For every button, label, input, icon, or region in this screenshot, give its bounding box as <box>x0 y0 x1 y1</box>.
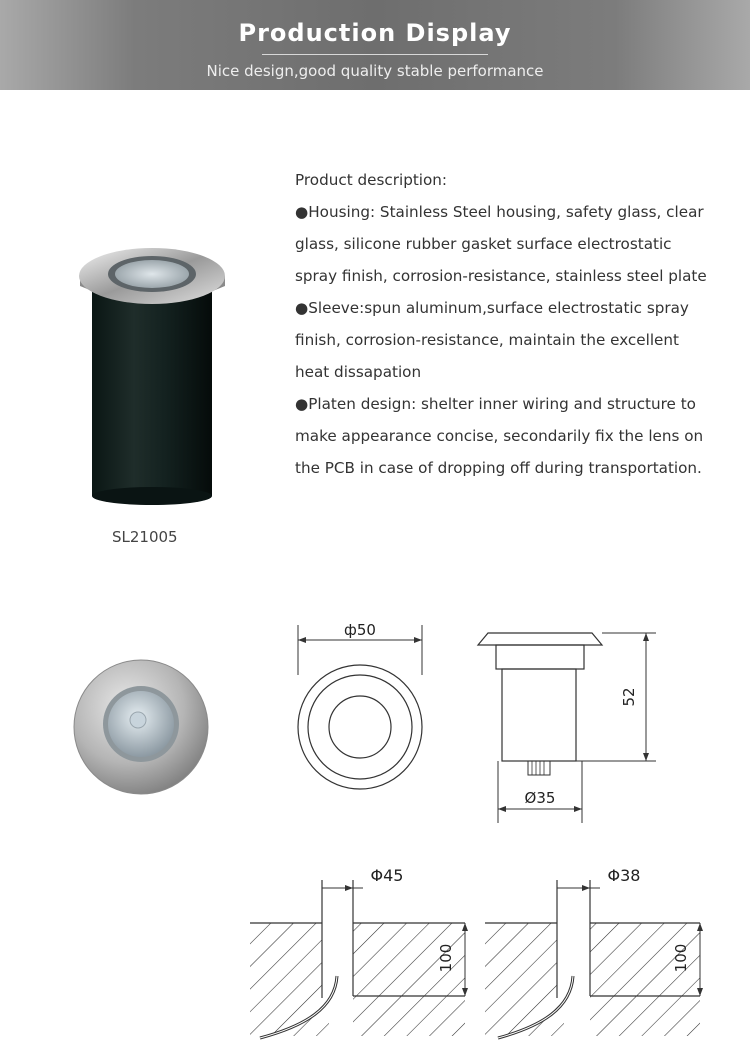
cutout-a-diameter-label: Φ45 <box>370 866 404 885</box>
description-heading: Product description: <box>295 171 448 189</box>
description-platen: ●Platen design: shelter inner wiring and structure to make appearance concise, secondarily fix the lens on the PCB in case of dropping off during transportation. <box>295 395 704 477</box>
banner-subtitle: Nice design,good quality stable performance <box>206 62 544 80</box>
product-front-photo <box>72 658 210 796</box>
side-view-drawing <box>474 625 664 830</box>
side-view-height-label: 52 <box>620 687 638 707</box>
header-banner <box>0 0 750 90</box>
description-housing: ●Housing: Stainless Steel housing, safety glass, clear glass, silicone rubber gasket surface electrostatic spray finish, corrosion-resistance, stainless steel plate <box>295 203 707 285</box>
product-model: SL21005 <box>112 528 178 546</box>
side-view-diameter-label: Ø35 <box>524 789 556 807</box>
banner-divider <box>262 54 488 55</box>
banner-title: Production Display <box>238 19 512 47</box>
cutout-a-depth-label: 100 <box>437 943 455 973</box>
description-sleeve: ●Sleeve:spun aluminum,surface electrostatic spray finish, corrosion-resistance, maintain the excellent heat dissapation <box>295 299 689 381</box>
installation-drawing-b <box>480 858 710 1043</box>
cutout-b-depth-label: 100 <box>672 943 690 973</box>
product-photo <box>75 238 235 508</box>
top-view-drawing <box>290 615 430 795</box>
cutout-b-diameter-label: Φ38 <box>607 866 641 885</box>
installation-drawing-a <box>245 858 475 1043</box>
product-description <box>295 164 715 484</box>
top-view-diameter-label: ф50 <box>344 621 376 639</box>
